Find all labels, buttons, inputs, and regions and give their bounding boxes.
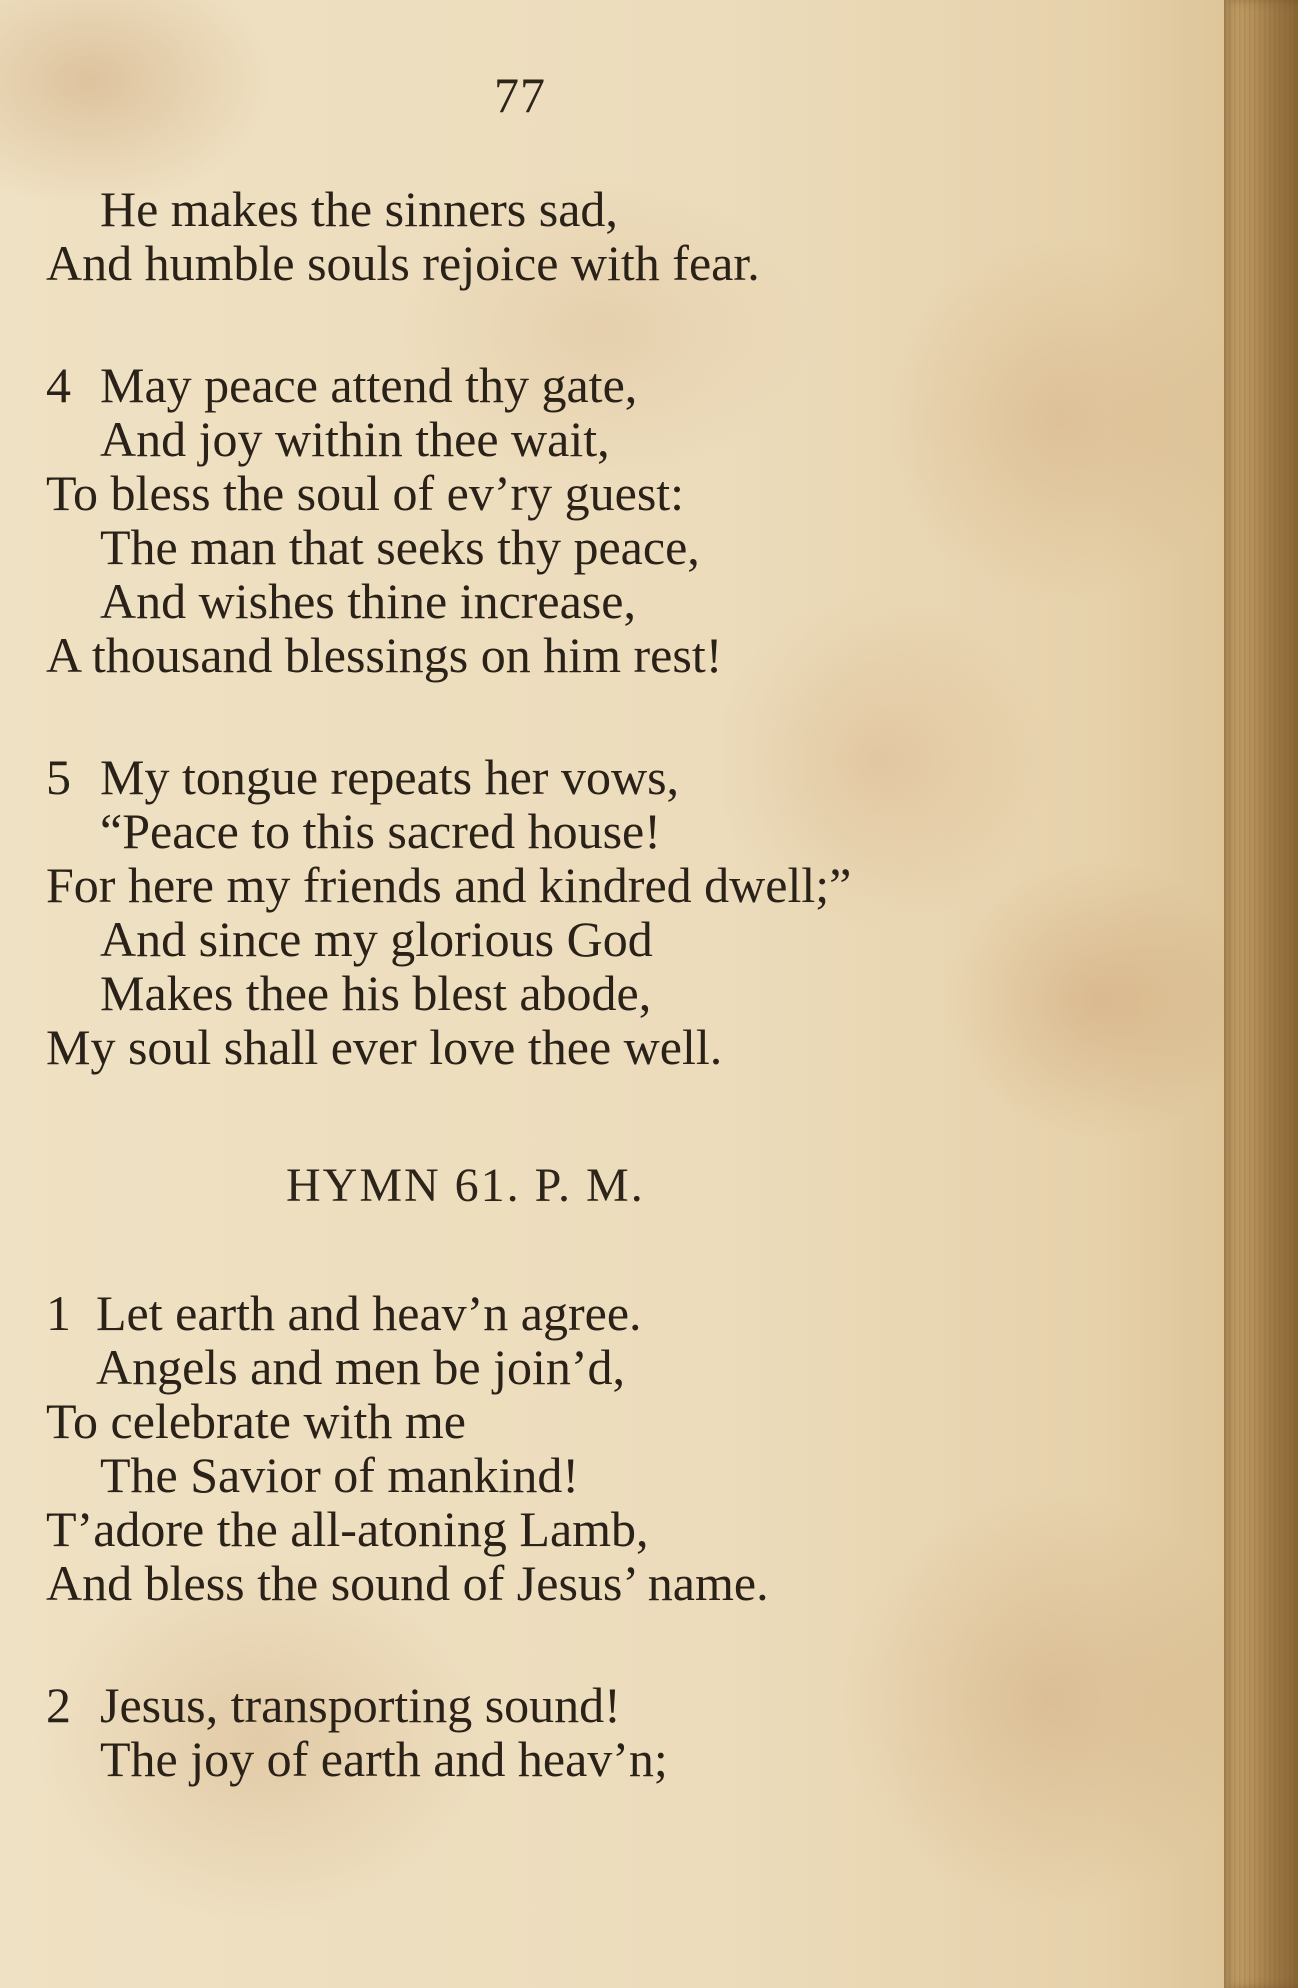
stanza-number: 2 [46, 1677, 71, 1733]
hymn-61-stanza-1-line-5: T’adore the all-atoning Lamb, [46, 1501, 649, 1557]
carryover-line-1: He makes the sinners sad, [100, 181, 618, 237]
hymn-61-stanza-1-line-4: The Savior of mankind! [100, 1447, 580, 1503]
stanza-4-line-3: To bless the soul of ev’ry guest: [46, 465, 685, 521]
hymn-61-stanza-2-line-1: Jesus, transporting sound! [100, 1677, 621, 1733]
page-number: 77 [494, 67, 546, 123]
carryover-line-2: And humble souls rejoice with fear. [46, 235, 760, 291]
hymn-61-stanza-1-line-1: Let earth and heav’n agree. [96, 1285, 642, 1341]
hymn-61-stanza-2-line-2: The joy of earth and heav’n; [100, 1731, 668, 1787]
stanza-5-line-5: Makes thee his blest abode, [100, 965, 652, 1021]
stanza-5-line-3: For here my friends and kindred dwell;” [46, 857, 852, 913]
hymn-heading: HYMN 61. P. M. [286, 1159, 645, 1212]
hymn-61-stanza-1-line-2: Angels and men be join’d, [96, 1339, 626, 1395]
stanza-number: 1 [46, 1285, 71, 1341]
stanza-4-line-1: May peace attend thy gate, [100, 357, 638, 413]
stanza-5-line-6: My soul shall ever love thee well. [46, 1019, 723, 1075]
stanza-4-line-4: The man that seeks thy peace, [100, 519, 700, 575]
stanza-4-line-5: And wishes thine increase, [100, 573, 636, 629]
hymn-61-stanza-1-line-3: To celebrate with me [46, 1393, 466, 1449]
page-edge [1224, 0, 1298, 1988]
stanza-5-line-4: And since my glorious God [100, 911, 653, 967]
stanza-5-line-1: My tongue repeats her vows, [100, 749, 680, 805]
stanza-number: 4 [46, 357, 71, 413]
stanza-4-line-2: And joy within thee wait, [100, 411, 610, 467]
hymn-61-stanza-1-line-6: And bless the sound of Jesus’ name. [46, 1555, 769, 1611]
stanza-5-line-2: “Peace to this sacred house! [100, 803, 661, 859]
stanza-4-line-6: A thousand blessings on him rest! [46, 627, 723, 683]
stanza-number: 5 [46, 749, 71, 805]
